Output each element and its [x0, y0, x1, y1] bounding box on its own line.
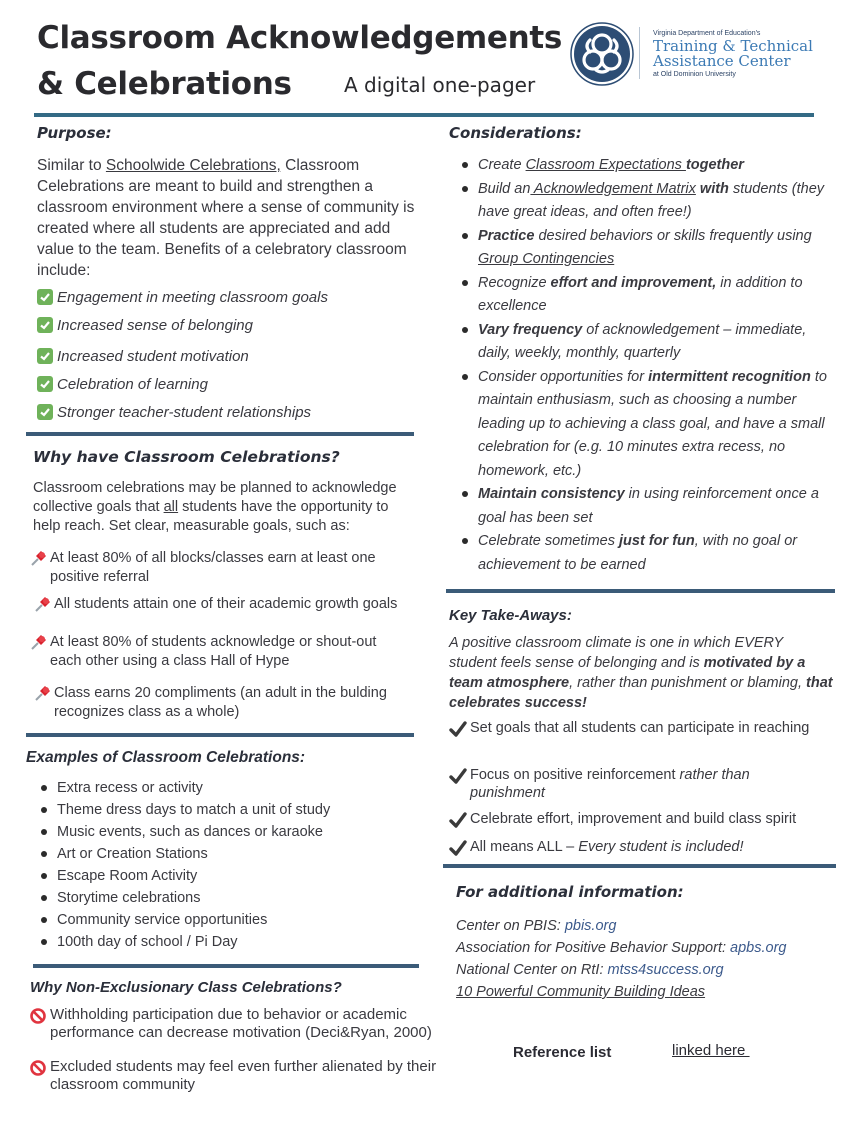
- resource-label: Center on PBIS:: [456, 918, 565, 934]
- additional-links: [456, 915, 846, 1003]
- nonexclusionary-text: Withholding participation due to behavior or academic performance can decrease motivation (Deci&Ryan, 2000): [50, 1006, 432, 1041]
- example-item: 100th day of school / Pi Day: [33, 931, 423, 953]
- inline-text: that celebrates success!: [449, 675, 833, 711]
- green-checkbox-icon: [37, 348, 53, 364]
- resource-pbis: [456, 915, 846, 937]
- inline-text: in using reinforcement once a goal has been set: [478, 486, 819, 526]
- section-divider: [26, 432, 414, 436]
- inline-text: Every student is included!: [578, 839, 744, 855]
- inline-text: Create: [478, 157, 526, 173]
- consideration-item: [454, 483, 839, 530]
- nonexclusionary-heading: Why Non-Exclusionary Class Celebrations?: [30, 979, 342, 996]
- section-divider: [26, 733, 414, 737]
- green-checkbox-icon: [37, 376, 53, 392]
- why-intro-text-rest: students have the opportunity to help reach. Set clear, measurable goals, such as:: [33, 499, 389, 534]
- inline-text: just for fun: [619, 533, 695, 549]
- inline-link[interactable]: Classroom Expectations: [525, 157, 686, 173]
- resource-rti: [456, 959, 846, 981]
- goal-text: At least 80% of all blocks/classes earn at least one positive referral: [50, 550, 376, 585]
- header-divider: [34, 113, 814, 117]
- inline-text: Celebrate sometimes: [478, 533, 620, 549]
- pbis-link[interactable]: pbis.org: [564, 918, 617, 934]
- consideration-item: [454, 366, 839, 484]
- inline-text: to maintain enthusiasm, such as choosing a number leading up to achieving a class goal, and have a small celebration for (e.g. 10 minutes extra recess, no homework, etc.): [478, 368, 827, 479]
- consideration-item: [454, 272, 839, 319]
- goal-item: [30, 549, 410, 587]
- pushpin-icon: [30, 549, 48, 567]
- checkmark-icon: [449, 721, 467, 737]
- resource-label: Association for Positive Behavior Support:: [456, 940, 731, 956]
- celtic-knot-icon: [570, 22, 634, 86]
- resource-label: National Center on RtI:: [456, 962, 608, 978]
- benefit-item: [37, 374, 208, 395]
- benefit-text: Celebration of learning: [57, 376, 208, 393]
- resource-apbs: [456, 937, 846, 959]
- inline-text: A positive classroom climate is one in which EVERY student feels sense of belonging and is: [449, 635, 783, 671]
- benefit-text: Engagement in meeting classroom goals: [57, 289, 328, 306]
- inline-link[interactable]: Acknowledgement Matrix: [530, 180, 696, 197]
- benefit-text: Increased sense of belonging: [57, 317, 253, 334]
- goal-item: [34, 595, 414, 614]
- consideration-item: [454, 225, 839, 272]
- nonexclusionary-item: [30, 1058, 455, 1094]
- reference-list-link[interactable]: linked here: [672, 1042, 750, 1059]
- purpose-intro-text: Similar to: [37, 157, 106, 174]
- pushpin-icon: [30, 633, 48, 651]
- example-item: Theme dress days to match a unit of study: [33, 799, 423, 821]
- inline-text: motivated by a team atmosphere: [449, 655, 806, 691]
- inline-text: effort and improvement,: [550, 274, 717, 291]
- benefit-item: [37, 346, 249, 367]
- additional-heading: For additional information:: [456, 883, 684, 901]
- pushpin-icon: [34, 595, 52, 613]
- examples-list: [33, 777, 423, 953]
- inline-text: Vary frequency: [478, 321, 583, 338]
- inline-text: intermittent recognition: [648, 368, 811, 385]
- example-item: Art or Creation Stations: [33, 843, 423, 865]
- considerations-list: [454, 154, 839, 577]
- example-item: Storytime celebrations: [33, 887, 423, 909]
- takeaway-text: [470, 810, 796, 828]
- prohibited-icon: [30, 1060, 46, 1076]
- section-divider: [446, 589, 835, 593]
- inline-text: Celebrate effort, improvement and build class spirit: [470, 811, 797, 827]
- green-checkbox-icon: [37, 404, 53, 420]
- logo-org-line1: Training & Technical: [653, 37, 813, 55]
- benefit-item: [37, 287, 328, 308]
- apbs-link[interactable]: apbs.org: [730, 940, 787, 956]
- takeaway-text: [470, 766, 824, 802]
- inline-text: Recognize: [478, 274, 551, 291]
- section-divider: [33, 964, 419, 968]
- checkmark-icon: [449, 768, 467, 784]
- takeaway-item: [449, 838, 824, 856]
- considerations-heading: Considerations:: [449, 124, 582, 142]
- example-item: Escape Room Activity: [33, 865, 423, 887]
- pushpin-icon: [34, 684, 52, 702]
- purpose-heading: Purpose:: [37, 124, 112, 142]
- consideration-item: [454, 154, 839, 178]
- why-heading: Why have Classroom Celebrations?: [33, 448, 340, 466]
- purpose-intro-text-rest: Classroom Celebrations are meant to build and strengthen a classroom environment where a sense of community is created where all students are appreciated and add value to the team. Benefits of a celebratory classroom include:: [37, 157, 415, 279]
- nonexclusionary-text: Excluded students may feel even further alienated by their classroom community: [50, 1058, 437, 1093]
- inline-text: Consider opportunities for: [478, 368, 649, 385]
- inline-text: with: [695, 180, 729, 197]
- inline-text: in addition to excellence: [478, 274, 803, 314]
- inline-link[interactable]: Group Contingencies: [478, 251, 615, 267]
- inline-text: All means ALL –: [470, 839, 579, 855]
- inline-text: Focus on positive reinforcement: [470, 767, 680, 783]
- example-item: Music events, such as dances or karaoke: [33, 821, 423, 843]
- green-checkbox-icon: [37, 289, 53, 305]
- example-item: Extra recess or activity: [33, 777, 423, 799]
- takeaway-item: [449, 719, 824, 737]
- goal-item: [34, 684, 414, 722]
- nonexclusionary-item: [30, 1006, 450, 1042]
- consideration-item: [454, 178, 839, 225]
- inline-text: students (they have great ideas, and often free!): [478, 180, 825, 220]
- page-title-line1: Classroom Acknowledgements: [37, 20, 563, 56]
- why-intro-all: all: [163, 499, 179, 515]
- takeaway-text: [470, 719, 809, 737]
- green-checkbox-icon: [37, 317, 53, 333]
- benefit-text: Increased student motivation: [57, 348, 249, 365]
- checkmark-icon: [449, 840, 467, 856]
- why-intro: [33, 479, 418, 536]
- takeaway-item: [449, 766, 824, 802]
- consideration-item: [454, 319, 839, 366]
- logo-divider: [639, 27, 640, 79]
- section-divider: [443, 864, 836, 868]
- inline-text: rather than punishment: [470, 767, 750, 801]
- community-building-link[interactable]: 10 Powerful Community Building Ideas: [456, 984, 706, 1000]
- inline-text: Set goals that all students can participate in reaching: [470, 720, 810, 736]
- benefit-text: Stronger teacher-student relationships: [57, 404, 312, 421]
- schoolwide-celebrations-link[interactable]: Schoolwide Celebrations,: [105, 157, 281, 174]
- reference-list-label: Reference list: [513, 1044, 612, 1061]
- takeaway-item: [449, 810, 824, 828]
- page-title-line2: & Celebrations: [37, 66, 292, 102]
- checkmark-icon: [449, 812, 467, 828]
- inline-text: desired behaviors or skills frequently using: [534, 227, 812, 244]
- inline-text: of acknowledgement – immediate, daily, weekly, monthly, quarterly: [478, 321, 807, 361]
- logo-org-prefix: Virginia Department of Education's: [653, 30, 761, 37]
- purpose-intro: [37, 155, 422, 281]
- inline-text: Practice: [478, 227, 535, 244]
- logo-org-suffix: at Old Dominion University: [653, 71, 736, 78]
- example-item: Community service opportunities: [33, 909, 423, 931]
- benefit-item: [37, 315, 253, 336]
- goal-item: [30, 633, 410, 671]
- consideration-item: [454, 530, 839, 577]
- inline-text: Maintain consistency: [478, 486, 625, 502]
- examples-heading: Examples of Classroom Celebrations:: [26, 749, 306, 766]
- inline-text: , rather than punishment or blaming,: [569, 675, 807, 691]
- goal-text: All students attain one of their academic growth goals: [54, 596, 398, 612]
- inline-text: together: [685, 157, 744, 173]
- inline-text: Build an: [478, 180, 531, 197]
- takeaways-summary: [449, 633, 834, 713]
- benefit-item: [37, 402, 311, 423]
- mtss-link[interactable]: mtss4success.org: [607, 962, 724, 978]
- goal-text: Class earns 20 compliments (an adult in the bulding recognizes class as a whole): [54, 685, 387, 720]
- takeaway-text: [470, 838, 744, 856]
- goal-text: At least 80% of students acknowledge or shout-out each other using a class Hall of Hype: [50, 634, 377, 669]
- inline-text: , with no goal or achievement to be earned: [478, 533, 798, 573]
- page-subtitle: A digital one-pager: [344, 73, 536, 97]
- why-intro-text: Classroom celebrations may be planned to acknowledge collective goals that: [33, 480, 397, 515]
- logo-org-line2: Assistance Center: [653, 52, 791, 70]
- takeaways-heading: Key Take-Aways:: [449, 607, 572, 624]
- prohibited-icon: [30, 1008, 46, 1024]
